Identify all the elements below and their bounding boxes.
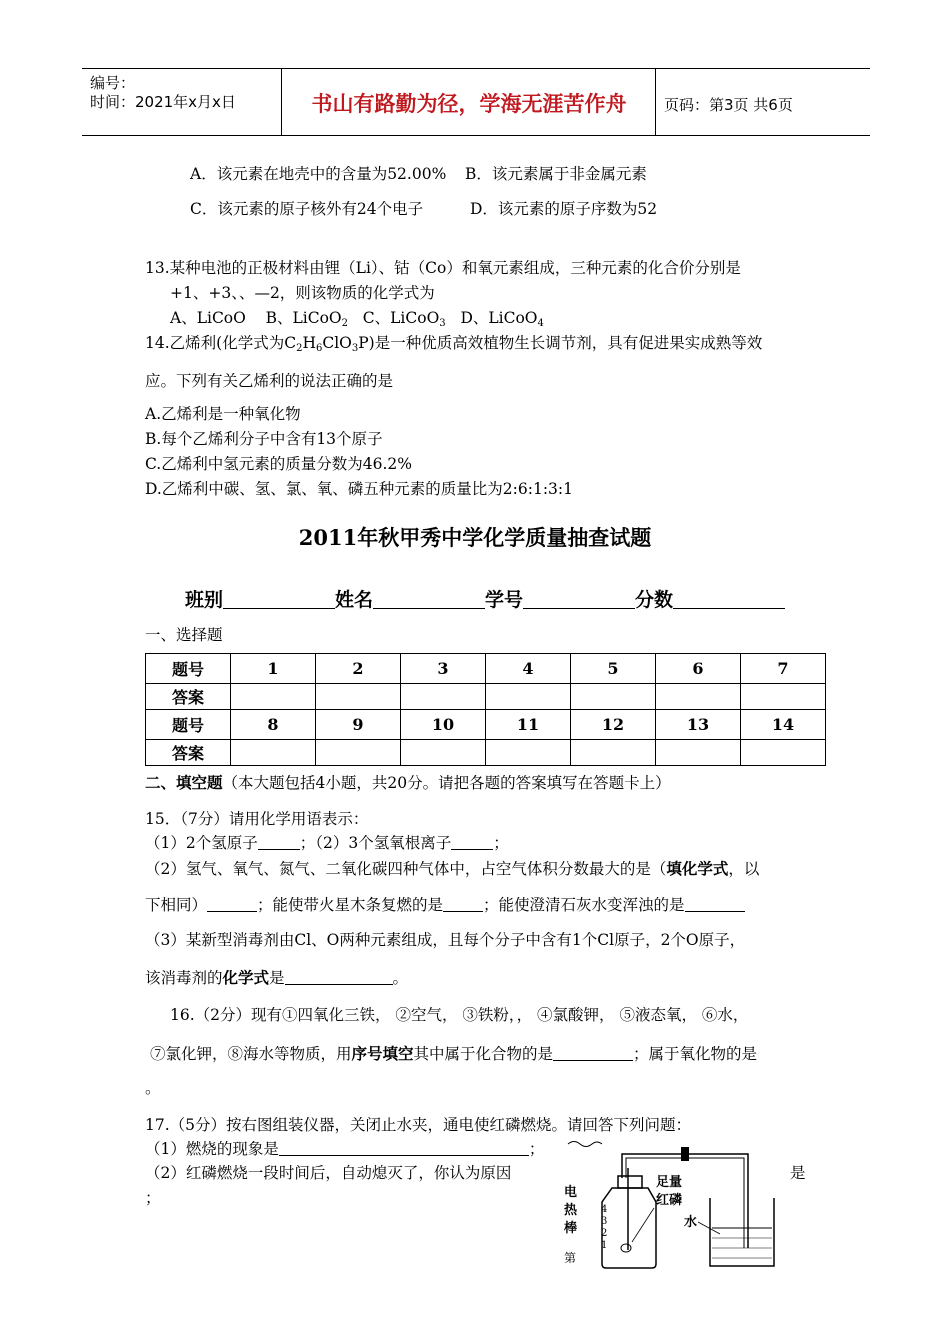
table-cell: 6: [656, 654, 741, 684]
table-cell: 13: [656, 710, 741, 740]
answer-table: [145, 653, 826, 766]
glass-tube-icon: [622, 1154, 748, 1248]
q17-blank-1[interactable]: [279, 1140, 529, 1156]
class-label: 班别: [185, 589, 224, 611]
water-label: 水: [684, 1215, 698, 1230]
class-blank[interactable]: [223, 588, 335, 609]
q13-option-d: D、LiCoO$_4$: [460, 309, 544, 329]
answer-cell[interactable]: [316, 740, 401, 766]
q15-blank-6[interactable]: [285, 969, 393, 985]
section-choice-title: 一、选择题: [145, 626, 223, 644]
table-a-label: 答案: [146, 740, 231, 766]
score-label: 分数: [635, 589, 674, 611]
q14-option-c: C.乙烯利中氢元素的质量分数为46.2%: [145, 455, 412, 473]
figure-footer: 第: [564, 1251, 577, 1265]
q14-stem-line2: 应。下列有关乙烯利的说法正确的是: [145, 372, 394, 390]
rod-label-char: 棒: [564, 1221, 578, 1236]
clamp-icon: [681, 1147, 689, 1161]
table-cell: 10: [401, 710, 486, 740]
header-page-info: 页码：第3页 共6页: [664, 96, 793, 114]
q17-part2-tail: ；: [145, 1189, 161, 1207]
table-a-label: 答案: [146, 684, 231, 710]
scale-mark: 3: [601, 1216, 608, 1227]
table-cell: 11: [486, 710, 571, 740]
q16-line1: 16.（2分）现有①四氧化三铁， ②空气， ③铁粉，， ④氯酸钾， ⑤液态氧， ⑥水，: [170, 1006, 749, 1024]
q15-blank-2[interactable]: [451, 834, 493, 850]
student-info-line: [185, 585, 785, 612]
header-motto: 书山有路勤为径，学海无涯苦作舟: [311, 91, 627, 116]
apparatus-figure: [560, 1138, 790, 1274]
answer-cell[interactable]: [741, 740, 826, 766]
table-cell: 5: [571, 654, 656, 684]
table-cell: 1: [231, 654, 316, 684]
scale-marks: [601, 1204, 607, 1251]
q12-option-c: C．该元素的原子核外有24个电子: [190, 200, 424, 218]
q17-part2-end: 是: [790, 1164, 806, 1182]
rod-label: [563, 1184, 578, 1236]
answer-cell[interactable]: [401, 740, 486, 766]
scale-mark: 2: [601, 1228, 608, 1239]
answer-cell[interactable]: [231, 740, 316, 766]
wire-icon: [568, 1142, 602, 1147]
q16-line3: 。: [145, 1079, 161, 1097]
rod-label-char: 热: [564, 1203, 578, 1218]
table-row: [146, 654, 826, 684]
table-row: [146, 710, 826, 740]
scale-mark: 4: [601, 1204, 608, 1215]
q15-stem: 15．（7分）请用化学用语表示：: [145, 810, 369, 828]
answer-cell[interactable]: [571, 740, 656, 766]
answer-cell[interactable]: [316, 684, 401, 710]
q13-stem-line1: 13.某种电池的正极材料由锂（Li）、钴（Co）和氧元素组成，三种元素的化合价分别是: [145, 259, 741, 277]
answer-cell[interactable]: [656, 740, 741, 766]
header-top-rule: [82, 68, 870, 69]
table-cell: 14: [741, 710, 826, 740]
q13-option-a: A、LiCoO: [170, 309, 246, 327]
id-label: 学号: [485, 589, 524, 611]
q17-part2: （2）红磷燃烧一段时间后，自动熄灭了，你认为原因: [145, 1164, 512, 1182]
table-cell: 8: [231, 710, 316, 740]
q14-stem-line1: 14.乙烯利(化学式为$C_2H_6ClO_3P$)是一种优质高效植物生长调节剂，具有促进果实成熟等效: [145, 334, 763, 354]
answer-cell[interactable]: [741, 684, 826, 710]
name-blank[interactable]: [373, 588, 485, 609]
q15-part3-line2: 该消毒剂的化学式是 。: [145, 968, 409, 987]
table-cell: 7: [741, 654, 826, 684]
answer-cell[interactable]: [486, 684, 571, 710]
q14-option-a: A.乙烯利是一种氧化物: [145, 405, 301, 423]
q13-options: [170, 306, 544, 329]
table-cell: 3: [401, 654, 486, 684]
rod-label-char: 电: [564, 1185, 578, 1200]
q13-option-c: C、LiCoO$_3$: [362, 309, 446, 329]
header-time: 时间：2021年x月x日: [90, 93, 236, 111]
q15-part3-line1: （3）某新型消毒剂由Cl、O两种元素组成，且每个分子中含有1个Cl原子，2个O原子，: [145, 931, 746, 949]
header-bottom-rule: [82, 135, 870, 136]
q14-option-d: D.乙烯利中碳、氢、氯、氧、磷五种元素的质量比为2:6:1:3:1: [145, 480, 573, 498]
q17-part1: （1）燃烧的现象是 ；: [145, 1140, 545, 1158]
q15-part2-line1: （2）氢气、氧气、氮气、二氧化碳四种气体中，占空气体积分数最大的是（填化学式，以: [145, 859, 760, 878]
q15-blank-3[interactable]: [207, 896, 257, 912]
q14-option-b: B.每个乙烯利分子中含有13个原子: [145, 430, 383, 448]
table-cell: 2: [316, 654, 401, 684]
q15-blank-1[interactable]: [258, 834, 300, 850]
q15-blank-4[interactable]: [443, 896, 483, 912]
name-label: 姓名: [335, 589, 374, 611]
answer-cell[interactable]: [401, 684, 486, 710]
q16-line2: ⑦氯化钾，⑧海水等物质，用序号填空其中属于化合物的是 ；属于氧化物的是: [150, 1044, 758, 1063]
q16-blank-1[interactable]: [553, 1045, 633, 1061]
phosphorus-dish-icon: [621, 1244, 631, 1252]
table-q-label: 题号: [146, 654, 231, 684]
header-serial: 编号：: [90, 74, 136, 92]
answer-cell[interactable]: [231, 684, 316, 710]
table-cell: 12: [571, 710, 656, 740]
phosphorus-label: 足量: [656, 1175, 683, 1190]
glass-tube-inner: [626, 1158, 744, 1248]
q12-option-b: B．该元素属于非金属元素: [465, 165, 647, 183]
flask-icon: [602, 1176, 656, 1268]
q17-stem: 17.（5分）按右图组装仪器，关闭止水夹，通电使红磷燃烧。请回答下列问题：: [145, 1116, 692, 1134]
q15-part2-line2: 下相同） ；能使带火星木条复燃的是 ；能使澄清石灰水变浑浊的是: [145, 893, 745, 915]
id-blank[interactable]: [523, 588, 635, 609]
exam-title: 2011年秋甲秀中学化学质量抽查试题: [298, 525, 652, 550]
table-cell: 9: [316, 710, 401, 740]
section-fill-title: 二、填空题（本大题包括4小题，共20分。请把各题的答案填写在答题卡上）: [145, 773, 671, 792]
answer-cell[interactable]: [656, 684, 741, 710]
scale-mark: 1: [601, 1240, 608, 1251]
table-cell: 4: [486, 654, 571, 684]
beaker-icon: [710, 1198, 774, 1266]
q13-stem-line2: +1、+3、、—2，则该物质的化学式为: [170, 284, 435, 302]
q15-part1: （1）2个氢原子 ；（2）3个氢氧根离子 ；: [145, 834, 509, 852]
table-row: [146, 684, 826, 710]
phosphorus-label-2: 红磷: [656, 1193, 683, 1208]
q12-option-a: A．该元素在地壳中的含量为52.00%: [190, 165, 447, 183]
score-blank[interactable]: [673, 588, 785, 609]
table-row: [146, 740, 826, 766]
answer-cell[interactable]: [486, 740, 571, 766]
q15-blank-5[interactable]: [685, 896, 745, 912]
header-divider-2: [655, 68, 656, 136]
q13-option-b: B、LiCoO$_2$: [265, 309, 348, 329]
table-q-label: 题号: [146, 710, 231, 740]
header-divider-1: [281, 68, 282, 136]
q12-option-d: D．该元素的原子序数为52: [470, 200, 658, 218]
answer-cell[interactable]: [571, 684, 656, 710]
